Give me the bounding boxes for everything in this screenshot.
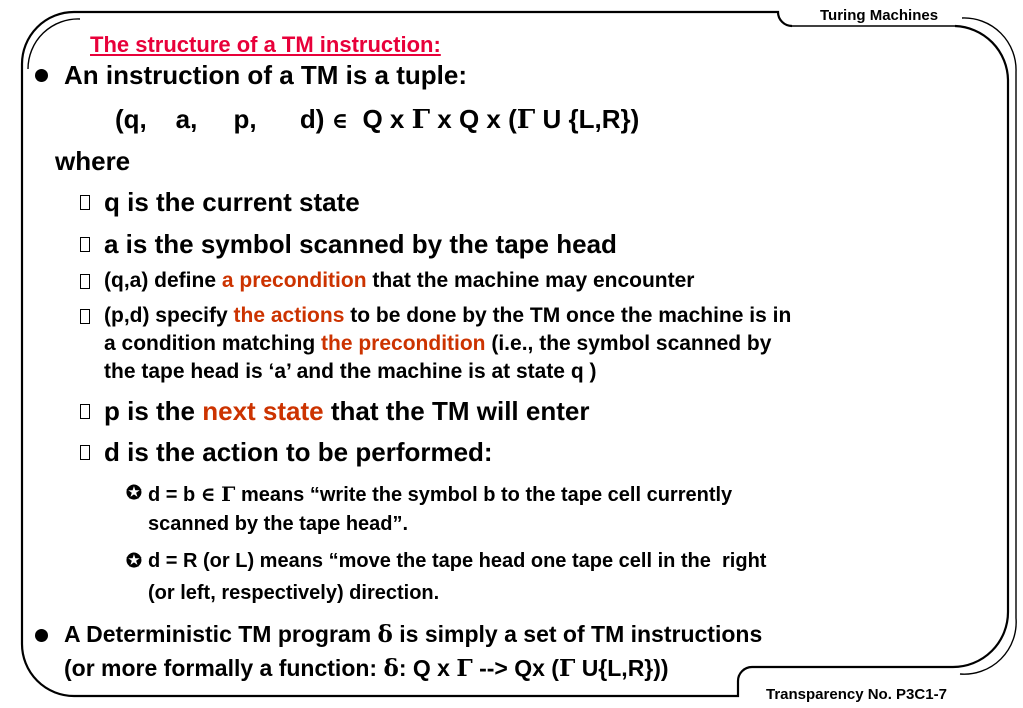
item-text: (q,a) define (104, 269, 217, 292)
item-text: that the TM will enter (330, 396, 590, 426)
bullet-text: An instruction of a TM is a tuple: (64, 60, 467, 90)
list-item (104, 304, 791, 328)
gamma-symbol: Γ (411, 105, 431, 135)
bullet-text-part: (or more formally a function: (64, 655, 378, 681)
set-part: Q x (362, 104, 405, 134)
gamma-symbol: Γ (221, 482, 236, 506)
list-item-continuation: the tape head is ‘a’ and the machine is at state q ) (104, 360, 597, 383)
highlight-text: the actions (233, 304, 345, 327)
gamma-symbol: Γ (558, 655, 576, 682)
bullet-text-part: is simply a set of TM instructions (399, 621, 763, 647)
tuple: (q, a, p, d) (115, 104, 325, 134)
element-of-symbol: ∈ (331, 108, 348, 134)
bullet-text-part: --> Qx ( (479, 655, 559, 681)
box-icon (80, 404, 90, 419)
where-label: where (55, 146, 131, 176)
item-text: that the machine may encounter (372, 269, 695, 292)
list-item (104, 269, 694, 293)
sub-item-continuation: scanned by the tape head”. (148, 513, 409, 535)
sub-item-continuation: (or left, respectively) direction. (148, 582, 440, 604)
list-item: q is the current state (104, 187, 360, 217)
item-text: p is the (104, 396, 196, 426)
bullet-icon (35, 69, 48, 82)
sub-item: d = R (or L) means “move the tape head one tape cell in the right (148, 550, 767, 572)
tuple-definition (115, 104, 639, 135)
delta-symbol: δ (377, 621, 393, 648)
list-item (104, 396, 589, 427)
box-icon (80, 445, 90, 460)
sub-item (148, 482, 732, 507)
box-icon (80, 195, 90, 210)
bullet-text-part: : Q x (398, 655, 450, 681)
gamma-symbol: Γ (516, 105, 536, 135)
gamma-symbol: Γ (456, 655, 473, 682)
header-slide-number: Transparency No. P3C1-7 (766, 686, 947, 703)
list-item-continuation (104, 332, 771, 356)
box-icon (80, 309, 90, 324)
sub-item-text: means “write the symbol b to the tape cell currently (240, 484, 733, 506)
circled-star-icon: ✪ (126, 551, 142, 572)
highlight-text: next state (202, 396, 324, 426)
item-text: (p,d) specify (104, 304, 228, 327)
sub-item-text: d = b (148, 484, 196, 506)
element-of-symbol: ∈ (200, 482, 216, 506)
highlight-text: the precondition (321, 332, 486, 355)
item-text: a condition matching (104, 332, 316, 355)
slide-title: The structure of a TM instruction: (90, 32, 441, 57)
header-top-title: Turing Machines (820, 7, 939, 24)
list-item: a is the symbol scanned by the tape head (104, 229, 617, 259)
set-part: U {L,R}) (542, 104, 640, 134)
set-part: x Q x ( (437, 104, 517, 134)
item-text: (i.e., the symbol scanned by (491, 332, 772, 355)
bullet-text-part: U{L,R})) (581, 655, 669, 681)
highlight-text: a precondition (221, 269, 367, 292)
delta-symbol: δ (383, 655, 399, 682)
item-text: to be done by the TM once the machine is in (350, 304, 792, 327)
bullet-text-continuation (64, 655, 669, 682)
box-icon (80, 274, 90, 289)
bullet-icon (35, 629, 48, 642)
bullet-text-part: A Deterministic TM program (64, 621, 372, 647)
box-icon (80, 237, 90, 252)
list-item: d is the action to be performed: (104, 437, 493, 467)
bullet-text (64, 621, 762, 648)
circled-star-icon: ✪ (126, 483, 142, 504)
